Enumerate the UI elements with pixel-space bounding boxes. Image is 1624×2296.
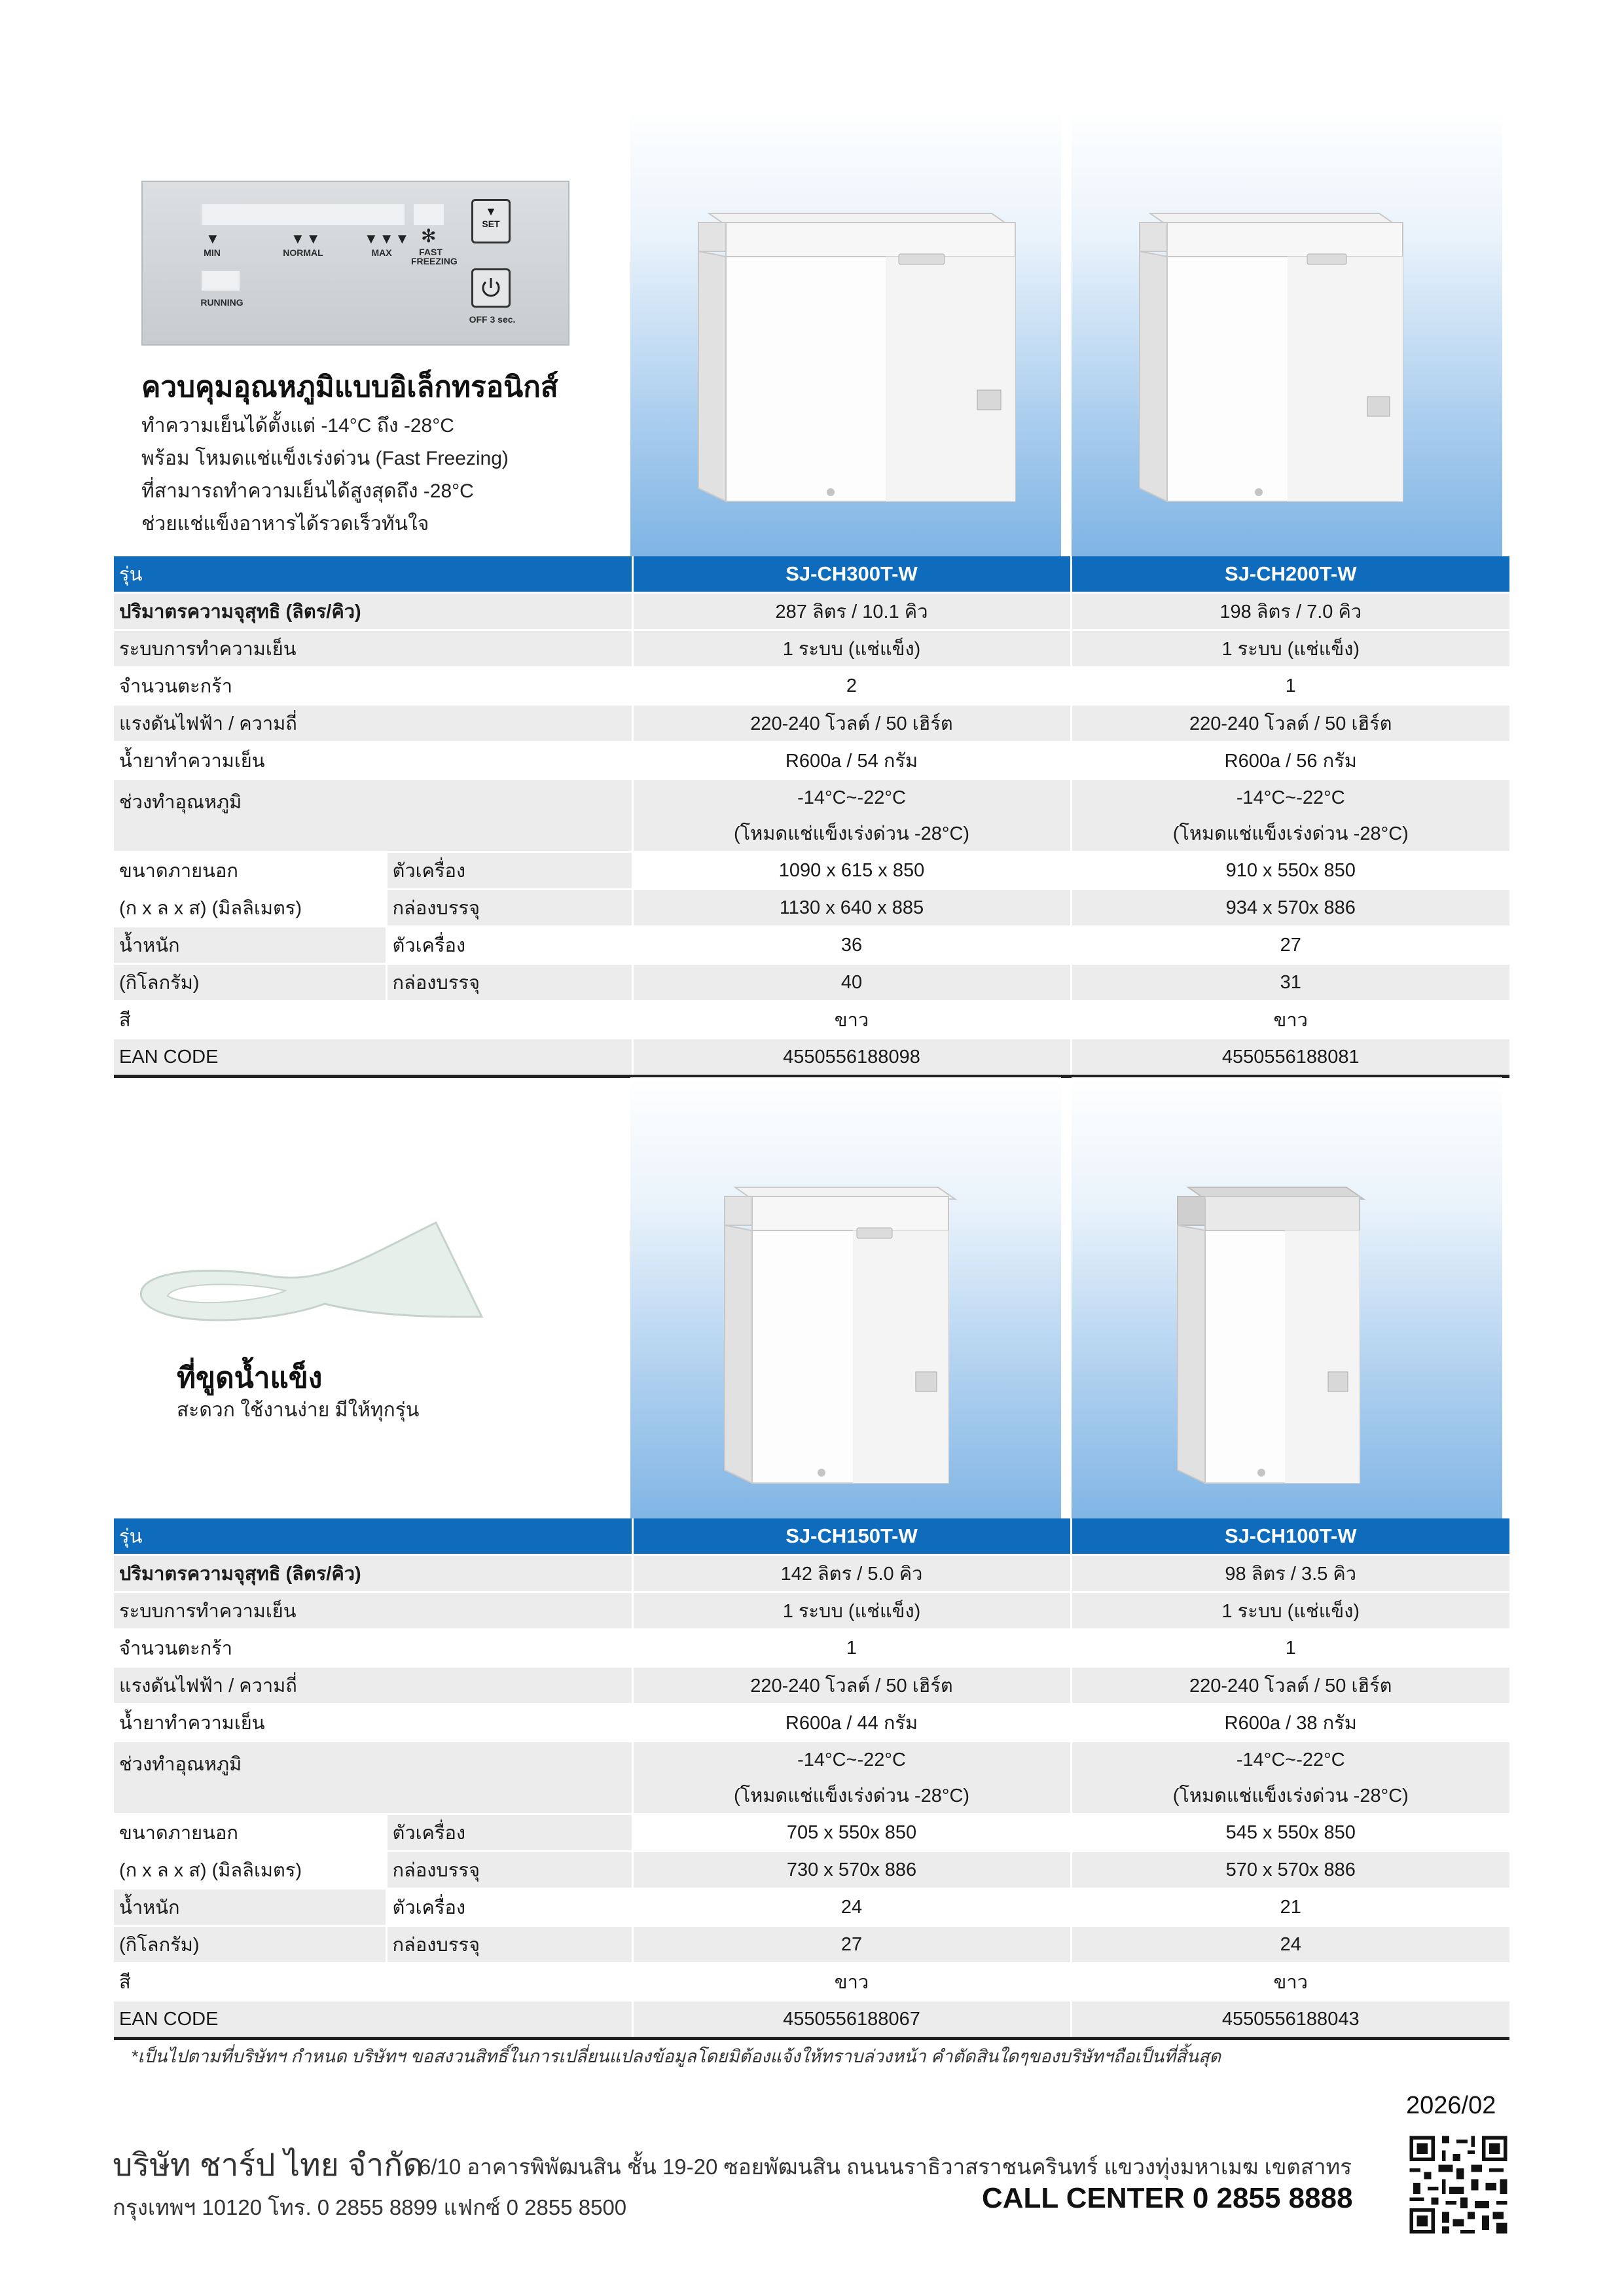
row-label-color: สี (114, 1964, 632, 2001)
disclaimer-note: *เป็นไปตามที่บริษัทฯ กำหนด บริษัทฯ ขอสงวนสิทธิ์ในการเปลี่ยนแปลงข้อมูลโดยมิต้องแจ้งให้ทราบล่วงหน้า คำตัดสินใดๆของบริษัทฯถือเป็นที่สิ้นสุด (131, 2047, 1221, 2066)
row-sublabel-box: กล่องบรรจุ (386, 964, 632, 1001)
fast-label-line1: FAST (419, 247, 442, 257)
row-label-weight-sub: (กิโลกรัม) (114, 964, 386, 1001)
temp-value: -14°C~-22°C (1071, 1742, 1509, 1778)
capacity-value: 198 ลิตร / 7.0 คิว (1071, 593, 1509, 630)
row-label-refrigerant: น้ำยาทำความเย็น (114, 742, 632, 780)
chest-freezer-illustration (1072, 109, 1502, 558)
row-label-temp: ช่วงทำอุณหภูมิ (114, 1742, 632, 1814)
document-date: 2026/02 (1406, 2092, 1496, 2119)
row-label-baskets: จำนวนตะกร้า (114, 668, 632, 705)
ean-value: 4550556188081 (1071, 1039, 1509, 1077)
row-label-dimensions: ขนาดภายนอก (114, 1814, 386, 1852)
product-image-sj-ch300t (630, 109, 1061, 558)
row-label-dimensions-sub: (ก x ล x ส) (มิลลิเมตร) (114, 889, 386, 927)
set-button[interactable] (471, 199, 511, 243)
dim-unit-value: 705 x 550x 850 (632, 1814, 1071, 1852)
weight-unit-value: 24 (632, 1889, 1071, 1926)
call-center: CALL CENTER 0 2855 8888 (982, 2182, 1353, 2214)
row-label-temp: ช่วงทำอุณหภูมิ (114, 780, 632, 852)
baskets-value: 1 (1071, 668, 1509, 705)
panel-display-bar (202, 204, 405, 225)
spec-table-2 (114, 1518, 1509, 2040)
refrigerant-value: R600a / 38 กรัม (1071, 1704, 1509, 1742)
voltage-value: 220-240 โวลต์ / 50 เฮิร์ต (632, 705, 1071, 742)
refrigerant-value: R600a / 54 กรัม (632, 742, 1071, 780)
row-sublabel-box: กล่องบรรจุ (386, 889, 632, 927)
row-label-refrigerant: น้ำยาทำความเย็น (114, 1704, 632, 1742)
feature-line: ทำความเย็นได้ตั้งแต่ -14°C ถึง -28°C (141, 415, 454, 437)
row-label-weight: น้ำหนัก (114, 927, 386, 964)
row-label-cooling: ระบบการทำความเย็น (114, 1592, 632, 1630)
row-label-dimensions-sub: (ก x ล x ส) (มิลลิเมตร) (114, 1852, 386, 1889)
power-button[interactable] (471, 268, 511, 308)
power-icon (473, 270, 509, 306)
row-sublabel-unit: ตัวเครื่อง (386, 1814, 632, 1852)
panel-display-small (414, 204, 444, 225)
dim-unit-value: 910 x 550x 850 (1071, 852, 1509, 889)
row-label-cooling: ระบบการทำความเย็น (114, 630, 632, 668)
company-address-line2: กรุงเทพฯ 10120 โทร. 0 2855 8899 แฟกซ์ 0 2855 8500 (113, 2195, 627, 2219)
row-label-weight: น้ำหนัก (114, 1889, 386, 1926)
temp-value: -14°C~-22°C (632, 1742, 1071, 1778)
weight-unit-value: 36 (632, 927, 1071, 964)
dim-box-value: 730 x 570x 886 (632, 1852, 1071, 1889)
set-arrow-icon: ▼ (485, 205, 497, 218)
refrigerant-value: R600a / 44 กรัม (632, 1704, 1071, 1742)
color-value: ขาว (632, 1001, 1071, 1039)
product-image-sj-ch100t (1072, 1077, 1502, 1526)
spec-table-1 (114, 556, 1509, 1078)
color-value: ขาว (632, 1964, 1071, 2001)
set-button-label: SET (482, 219, 500, 229)
control-panel-image (141, 181, 569, 346)
row-sublabel-box: กล่องบรรจุ (386, 1926, 632, 1964)
dim-unit-value: 545 x 550x 850 (1071, 1814, 1509, 1852)
color-value: ขาว (1071, 1964, 1509, 2001)
voltage-value: 220-240 โวลต์ / 50 เฮิร์ต (632, 1667, 1071, 1704)
row-sublabel-unit: ตัวเครื่อง (386, 852, 632, 889)
chest-freezer-illustration (630, 1077, 1061, 1526)
row-label-dimensions: ขนาดภายนอก (114, 852, 386, 889)
capacity-value: 98 ลิตร / 3.5 คิว (1071, 1555, 1509, 1592)
row-label-voltage: แรงดันไฟฟ้า / ความถี่ (114, 705, 632, 742)
feature-line: ที่สามารถทำความเย็นได้สูงสุดถึง -28°C (141, 480, 474, 502)
capacity-value: 142 ลิตร / 5.0 คิว (632, 1555, 1071, 1592)
row-label-weight-sub: (กิโลกรัม) (114, 1926, 386, 1964)
company-address-line1: 6/10 อาคารพิพัฒนสิน ชั้น 19-20 ซอยพัฒนสิน ถนนนราธิวาสราชนครินทร์ แขวงทุ่งมหาเมฆ เขตสาทร (419, 2155, 1352, 2179)
color-value: ขาว (1071, 1001, 1509, 1039)
dim-unit-value: 1090 x 615 x 850 (632, 852, 1071, 889)
feature-scraper-description: สะดวก ใช้งานง่าย มีให้ทุกรุ่น (177, 1399, 420, 1421)
dim-box-value: 934 x 570x 886 (1071, 889, 1509, 927)
dim-box-value: 1130 x 640 x 885 (632, 889, 1071, 927)
feature-line: พร้อม โหมดแช่แข็งเร่งด่วน (Fast Freezing) (141, 448, 509, 469)
fast-label-line2: FREEZING (411, 256, 458, 266)
qr-code-icon[interactable] (1406, 2132, 1511, 2237)
baskets-value: 2 (632, 668, 1071, 705)
normal-indicator-icon: ▼▼ (291, 230, 322, 247)
ean-value: 4550556188098 (632, 1039, 1071, 1077)
row-label-ean: EAN CODE (114, 1039, 632, 1077)
product-image-sj-ch200t (1072, 109, 1502, 558)
temp-fast-value: (โหมดแช่แข็งเร่งด่วน -28°C) (1071, 1778, 1509, 1814)
row-label-capacity: ปริมาตรความจุสุทธิ (ลิตร/คิว) (114, 593, 632, 630)
feature-title-electronic-control: ควบคุมอุณหภูมิแบบอิเล็กทรอนิกส์ (141, 371, 558, 403)
row-label-voltage: แรงดันไฟฟ้า / ความถี่ (114, 1667, 632, 1704)
panel-off-label: OFF 3 sec. (469, 314, 516, 325)
temp-value: -14°C~-22°C (1071, 780, 1509, 816)
product-image-sj-ch150t (630, 1077, 1061, 1526)
min-indicator-icon: ▼ (206, 230, 221, 247)
baskets-value: 1 (1071, 1630, 1509, 1667)
snowflake-icon: ✻ (421, 226, 437, 246)
ean-value: 4550556188043 (1071, 2001, 1509, 2039)
row-label-ean: EAN CODE (114, 2001, 632, 2039)
panel-normal-label: NORMAL (283, 247, 323, 258)
dim-box-value: 570 x 570x 886 (1071, 1852, 1509, 1889)
temp-fast-value: (โหมดแช่แข็งเร่งด่วน -28°C) (1071, 816, 1509, 852)
model-header-label: รุ่น (114, 556, 632, 593)
model-name: SJ-CH300T-W (632, 556, 1071, 593)
weight-box-value: 31 (1071, 964, 1509, 1001)
voltage-value: 220-240 โวลต์ / 50 เฮิร์ต (1071, 1667, 1509, 1704)
row-label-baskets: จำนวนตะกร้า (114, 1630, 632, 1667)
capacity-value: 287 ลิตร / 10.1 คิว (632, 593, 1071, 630)
weight-box-value: 40 (632, 964, 1071, 1001)
feature-description (141, 410, 509, 541)
panel-min-label: MIN (204, 247, 221, 258)
model-name: SJ-CH100T-W (1071, 1518, 1509, 1555)
weight-unit-value: 27 (1071, 927, 1509, 964)
weight-box-value: 24 (1071, 1926, 1509, 1964)
model-name: SJ-CH150T-W (632, 1518, 1071, 1555)
panel-fast-label (411, 247, 458, 266)
panel-max-label: MAX (371, 247, 392, 258)
cooling-value: 1 ระบบ (แช่แข็ง) (632, 630, 1071, 668)
weight-unit-value: 21 (1071, 1889, 1509, 1926)
feature-line: ช่วยแช่แข็งอาหารได้รวดเร็วทันใจ (141, 513, 429, 535)
cooling-value: 1 ระบบ (แช่แข็ง) (1071, 1592, 1509, 1630)
model-name: SJ-CH200T-W (1071, 556, 1509, 593)
row-sublabel-unit: ตัวเครื่อง (386, 1889, 632, 1926)
ean-value: 4550556188067 (632, 2001, 1071, 2039)
weight-box-value: 27 (632, 1926, 1071, 1964)
company-name: บริษัท ชาร์ป ไทย จำกัด (113, 2148, 424, 2183)
chest-freezer-illustration (1072, 1077, 1502, 1526)
feature-title-ice-scraper: ที่ขูดน้ำแข็ง (177, 1362, 323, 1394)
row-sublabel-box: กล่องบรรจุ (386, 1852, 632, 1889)
row-label-capacity: ปริมาตรความจุสุทธิ (ลิตร/คิว) (114, 1555, 632, 1592)
panel-running-label: RUNNING (200, 297, 244, 308)
cooling-value: 1 ระบบ (แช่แข็ง) (632, 1592, 1071, 1630)
row-sublabel-unit: ตัวเครื่อง (386, 927, 632, 964)
temp-value: -14°C~-22°C (632, 780, 1071, 816)
refrigerant-value: R600a / 56 กรัม (1071, 742, 1509, 780)
max-indicator-icon: ▼▼▼ (364, 230, 411, 247)
ice-scraper-image (128, 1219, 495, 1350)
temp-fast-value: (โหมดแช่แข็งเร่งด่วน -28°C) (632, 1778, 1071, 1814)
running-indicator (202, 271, 240, 291)
chest-freezer-illustration (630, 109, 1061, 558)
temp-fast-value: (โหมดแช่แข็งเร่งด่วน -28°C) (632, 816, 1071, 852)
cooling-value: 1 ระบบ (แช่แข็ง) (1071, 630, 1509, 668)
baskets-value: 1 (632, 1630, 1071, 1667)
row-label-color: สี (114, 1001, 632, 1039)
voltage-value: 220-240 โวลต์ / 50 เฮิร์ต (1071, 705, 1509, 742)
model-header-label: รุ่น (114, 1518, 632, 1555)
